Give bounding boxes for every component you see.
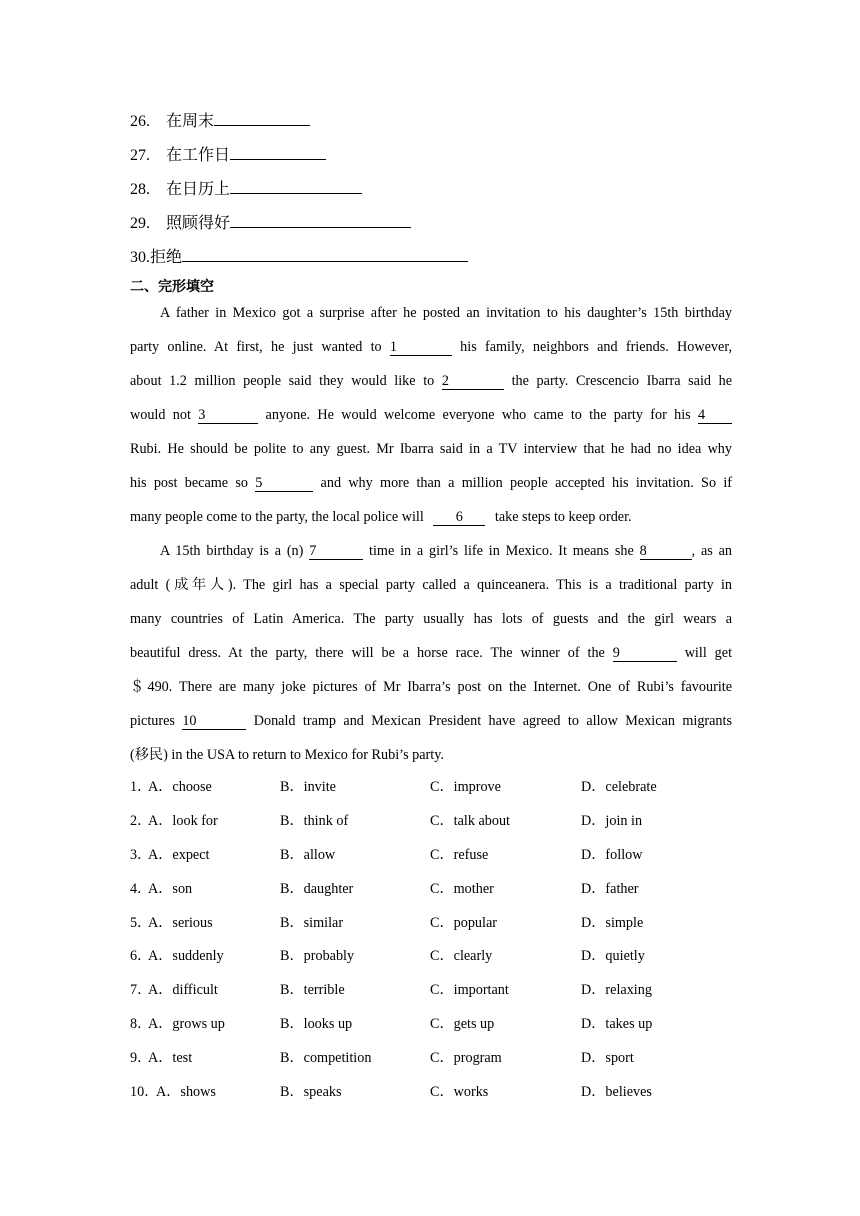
vocab-item <box>130 179 362 200</box>
vocab-item <box>130 145 326 166</box>
blank-10[interactable]: 10 <box>182 713 246 730</box>
answer-line <box>214 111 310 126</box>
option-d[interactable]: D．follow <box>581 847 643 863</box>
question-number: 1． <box>130 779 152 795</box>
option-row <box>130 777 750 797</box>
option-a[interactable]: A．choose <box>148 779 212 795</box>
vocab-item <box>130 213 411 234</box>
option-b[interactable]: B．competition <box>280 1050 372 1066</box>
option-d[interactable]: D．join in <box>581 813 643 829</box>
option-b[interactable]: B．daughter <box>280 881 354 897</box>
passage-text: will get <box>684 645 733 661</box>
option-b[interactable]: B．speaks <box>280 1084 342 1100</box>
option-row <box>130 913 750 933</box>
option-c[interactable]: C．clearly <box>430 948 493 964</box>
option-a[interactable]: A．suddenly <box>148 948 224 964</box>
answer-line <box>230 145 326 160</box>
question-number: 10． <box>130 1084 159 1100</box>
option-b[interactable]: B．allow <box>280 847 336 863</box>
option-row <box>130 811 750 831</box>
passage-line <box>130 371 732 391</box>
blank-5[interactable]: 5 <box>255 475 313 492</box>
question-number: 3． <box>130 847 152 863</box>
passage-text: his family, neighbors and friends. However, <box>460 339 733 355</box>
option-row <box>130 980 750 1000</box>
passage-line <box>130 337 732 357</box>
vocab-number: 30. <box>130 249 150 266</box>
passage-text: Donald tramp and Mexican President have agreed to allow Mexican migrants <box>253 713 732 729</box>
option-b[interactable]: B．think of <box>280 813 349 829</box>
blank-3[interactable]: 3 <box>198 407 258 424</box>
question-number: 9． <box>130 1050 152 1066</box>
option-row <box>130 845 750 865</box>
option-c[interactable]: C．important <box>430 982 509 998</box>
passage-line: Rubi. He should be polite to any guest. Mr Ibarra said in a TV interview that he had no idea why <box>130 441 732 457</box>
question-number: 7． <box>130 982 152 998</box>
vocab-text: 拒绝 <box>150 249 183 266</box>
option-row <box>130 946 750 966</box>
option-c[interactable]: C．talk about <box>430 813 510 829</box>
vocab-text: 照顾得好 <box>166 215 231 232</box>
option-d[interactable]: D．quietly <box>581 948 645 964</box>
passage-line: (移民) in the USA to return to Mexico for Rubi’s party. <box>130 747 444 763</box>
passage-text: take steps to keep order. <box>494 509 632 525</box>
option-b[interactable]: B．terrible <box>280 982 345 998</box>
answer-line <box>230 179 362 194</box>
question-number: 2． <box>130 813 152 829</box>
passage-text: pictures <box>130 713 175 729</box>
question-number: 8． <box>130 1016 152 1032</box>
option-row <box>130 1014 750 1034</box>
option-d[interactable]: D．celebrate <box>581 779 657 795</box>
passage-text: about 1.2 million people said they would like to <box>130 373 435 389</box>
answer-line <box>182 247 468 262</box>
passage-line: adult (成年人). The girl has a special party called a quinceanera. This is a traditional party in <box>130 577 732 593</box>
option-c[interactable]: C．program <box>430 1050 502 1066</box>
vocab-text: 在工作日 <box>166 147 231 164</box>
passage-line <box>130 405 732 425</box>
passage-text: many people come to the party, the local police will <box>130 509 424 525</box>
option-c[interactable]: C．gets up <box>430 1016 495 1032</box>
option-d[interactable]: D．takes up <box>581 1016 653 1032</box>
option-c[interactable]: C．works <box>430 1084 489 1100</box>
option-b[interactable]: B．looks up <box>280 1016 353 1032</box>
option-c[interactable]: C．popular <box>430 915 497 931</box>
option-d[interactable]: D．believes <box>581 1084 652 1100</box>
vocab-item <box>130 247 468 268</box>
passage-line <box>130 643 732 663</box>
passage-line <box>130 507 732 527</box>
blank-6[interactable]: 6 <box>433 509 485 526</box>
option-c[interactable]: C．improve <box>430 779 501 795</box>
passage-text: party online. At first, he just wanted to <box>130 339 382 355</box>
option-a[interactable]: A．grows up <box>148 1016 225 1032</box>
option-a[interactable]: A．son <box>148 881 193 897</box>
option-row <box>130 1048 750 1068</box>
vocab-number: 28. <box>130 181 150 198</box>
option-d[interactable]: D．relaxing <box>581 982 652 998</box>
option-row <box>130 1082 750 1102</box>
option-c[interactable]: C．refuse <box>430 847 489 863</box>
passage-text: his post became so <box>130 475 248 491</box>
passage-text: , as an <box>691 543 733 559</box>
option-row <box>130 879 750 899</box>
section-title: 二、完形填空 <box>130 279 214 295</box>
question-number: 4． <box>130 881 152 897</box>
option-b[interactable]: B．probably <box>280 948 355 964</box>
blank-2[interactable]: 2 <box>442 373 504 390</box>
option-b[interactable]: B．invite <box>280 779 336 795</box>
question-number: 5． <box>130 915 152 931</box>
passage-text: time in a girl’s life in Mexico. It means she <box>369 543 634 559</box>
option-a[interactable]: A．test <box>148 1050 193 1066</box>
option-d[interactable]: D．sport <box>581 1050 634 1066</box>
blank-4[interactable]: 4 <box>698 407 732 424</box>
blank-9[interactable]: 9 <box>613 645 677 662</box>
vocab-text: 在日历上 <box>166 181 231 198</box>
vocab-number: 27. <box>130 147 150 164</box>
passage-text: anyone. He would welcome everyone who came to the party for his <box>265 407 691 423</box>
vocab-text: 在周末 <box>166 113 215 130</box>
vocab-item <box>130 111 310 132</box>
passage-line <box>130 711 732 731</box>
passage-line: ＄490. There are many joke pictures of Mr Ibarra’s post on the Internet. One of Rubi’s favourite <box>130 679 732 695</box>
option-a[interactable]: A．difficult <box>148 982 218 998</box>
option-b[interactable]: B．similar <box>280 915 344 931</box>
option-a[interactable]: A．serious <box>148 915 213 931</box>
passage-line: many countries of Latin America. The party usually has lots of guests and the girl wears a <box>130 611 732 627</box>
passage-text: would not <box>130 407 191 423</box>
vocab-number: 26. <box>130 113 150 130</box>
passage-line <box>130 473 732 493</box>
option-a[interactable]: A．look for <box>148 813 218 829</box>
option-a[interactable]: A．shows <box>156 1084 216 1100</box>
vocab-number: 29. <box>130 215 150 232</box>
passage-text: beautiful dress. At the party, there will be a horse race. The winner of the <box>130 645 605 661</box>
blank-8[interactable]: 8 <box>640 543 692 560</box>
question-number: 6． <box>130 948 152 964</box>
answer-line <box>230 213 411 228</box>
blank-1[interactable]: 1 <box>390 339 452 356</box>
option-d[interactable]: D．father <box>581 881 639 897</box>
option-a[interactable]: A．expect <box>148 847 210 863</box>
blank-7[interactable]: 7 <box>309 543 363 560</box>
passage-line: A father in Mexico got a surprise after he posted an invitation to his daughter’s 15th birthday <box>160 305 732 321</box>
passage-text: and why more than a million people accepted his invitation. So if <box>320 475 732 491</box>
passage-text: the party. Crescencio Ibarra said he <box>511 373 733 389</box>
option-c[interactable]: C．mother <box>430 881 494 897</box>
passage-line <box>130 541 732 561</box>
passage-text: A 15th birthday is a (n) <box>160 543 304 559</box>
option-d[interactable]: D．simple <box>581 915 644 931</box>
